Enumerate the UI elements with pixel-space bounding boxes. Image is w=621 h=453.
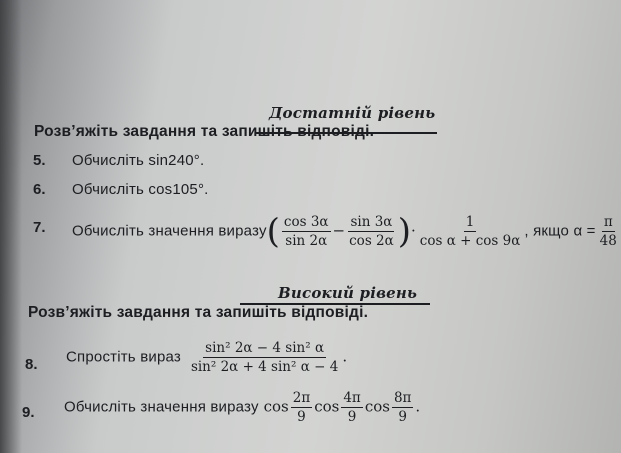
section-instruction: Розв’яжіть завдання та запишіть відповіді. — [28, 304, 369, 321]
cos-label: cos — [314, 397, 340, 416]
period: . — [415, 397, 421, 416]
task-8-body — [66, 340, 347, 375]
condition-text: , якщо α = — [524, 222, 596, 240]
fraction-simplify: $\frac{\text{sin² 2α − 4 sin² α}}{\text{sin² 2α + 4 sin² α − 4}}$ — [190, 340, 339, 375]
fraction-4pi-9: $\frac{4\pi}{9}$ — [343, 390, 361, 425]
task-text: Спростіть вираз — [66, 348, 181, 366]
fraction-cos3a-sin2a: $\frac{\cos 3\alpha}{\sin 2\alpha}$ — [283, 214, 329, 249]
task-7-body — [72, 211, 621, 252]
minus-sign: − — [332, 221, 346, 240]
task-number: 8. — [25, 356, 38, 373]
task-text: Обчисліть значення виразу — [64, 398, 259, 416]
right-paren: ) — [397, 211, 412, 252]
fraction-8pi-9: $\frac{8\pi}{9}$ — [393, 390, 412, 425]
task-text: Обчисліть sin240°. — [72, 152, 205, 169]
task-number: 5. — [33, 152, 46, 169]
task-number: 9. — [22, 404, 35, 421]
task-8 — [0, 340, 604, 390]
section-instruction: Розв’яжіть завдання та запишіть відповіді. — [34, 123, 375, 140]
task-7 — [0, 211, 617, 264]
task-number: 7. — [33, 219, 46, 236]
section-title-high: Високий рівень — [278, 284, 418, 302]
dot-operator: · — [411, 221, 416, 240]
task-text: Обчисліть значення виразу — [72, 222, 267, 240]
task-number: 6. — [33, 181, 46, 198]
period: . — [342, 347, 348, 366]
fraction-pi-48: $\frac{\pi}{48}$ — [599, 214, 617, 249]
task-9 — [0, 390, 604, 440]
cos-label: cos — [364, 397, 390, 416]
left-paren: ( — [266, 211, 280, 252]
fraction-2pi-9: $\frac{2\pi}{9}$ — [292, 390, 311, 425]
fraction-sin3a-cos2a: $\frac{\sin 3\alpha}{\cos 2\alpha}$ — [349, 214, 394, 249]
fraction-1-sum: $\frac{1}{\text{cos α + cos 9α}}$ — [419, 214, 521, 249]
cos-label: cos — [263, 397, 289, 416]
task-9-body — [64, 390, 420, 425]
section-title-sufficient: Достатній рівень — [269, 104, 436, 122]
task-text: Обчисліть cos105°. — [72, 181, 209, 198]
